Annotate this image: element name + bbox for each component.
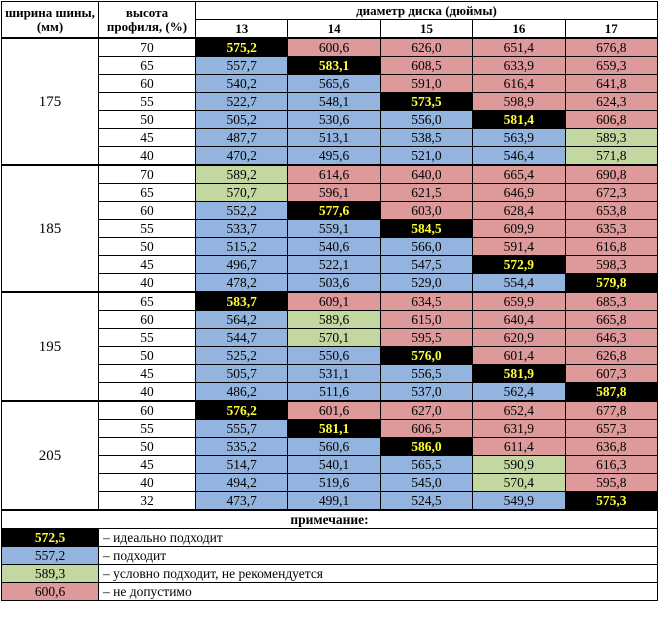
diameter-value-cell: 598,9: [473, 93, 565, 111]
diameter-value-cell: 570,4: [473, 474, 565, 492]
diameter-value-cell: 487,7: [196, 129, 288, 147]
note-row: [2, 510, 658, 529]
diameter-value-cell: 583,1: [288, 57, 380, 75]
diameter-value-cell: 636,8: [565, 438, 657, 456]
tire-width-cell: 185: [2, 165, 99, 292]
diameter-value-cell: 659,9: [473, 292, 565, 311]
profile-cell: 60: [99, 75, 196, 93]
legend-row: [2, 565, 658, 583]
diameter-value-cell: 540,1: [288, 456, 380, 474]
diameter-value-cell: 573,5: [380, 93, 472, 111]
table-row: [2, 365, 658, 383]
profile-cell: 32: [99, 492, 196, 511]
diameter-value-cell: 575,2: [196, 38, 288, 57]
diameter-value-cell: 486,2: [196, 383, 288, 402]
diameter-value-cell: 626,0: [380, 38, 472, 57]
diameter-value-cell: 595,8: [565, 474, 657, 492]
diameter-value-cell: 511,6: [288, 383, 380, 402]
table-row: [2, 184, 658, 202]
diameter-col-header: 17: [565, 20, 657, 39]
diameter-value-cell: 550,6: [288, 347, 380, 365]
profile-header: высота профиля, (%): [99, 2, 196, 39]
table-row: [2, 220, 658, 238]
diameter-value-cell: 560,6: [288, 438, 380, 456]
diameter-value-cell: 626,8: [565, 347, 657, 365]
diameter-value-cell: 519,6: [288, 474, 380, 492]
diameter-value-cell: 531,1: [288, 365, 380, 383]
profile-cell: 50: [99, 347, 196, 365]
legend-text: – не допустимо: [99, 583, 658, 601]
profile-cell: 55: [99, 329, 196, 347]
diameter-value-cell: 525,2: [196, 347, 288, 365]
diameter-value-cell: 646,9: [473, 184, 565, 202]
diameter-value-cell: 548,1: [288, 93, 380, 111]
diameter-value-cell: 685,3: [565, 292, 657, 311]
table-row: [2, 456, 658, 474]
note-title: примечание:: [2, 510, 658, 529]
profile-cell: 45: [99, 129, 196, 147]
diameter-value-cell: 677,8: [565, 401, 657, 420]
diameter-value-cell: 524,5: [380, 492, 472, 511]
profile-cell: 40: [99, 147, 196, 166]
diameter-value-cell: 540,6: [288, 238, 380, 256]
diameter-value-cell: 547,5: [380, 256, 472, 274]
diameter-value-cell: 608,5: [380, 57, 472, 75]
diameter-value-cell: 624,3: [565, 93, 657, 111]
tire-width-cell: 205: [2, 401, 99, 510]
table-row: [2, 111, 658, 129]
diameter-value-cell: 494,2: [196, 474, 288, 492]
diameter-value-cell: 579,8: [565, 274, 657, 293]
diameter-value-cell: 651,4: [473, 38, 565, 57]
diameter-value-cell: 595,5: [380, 329, 472, 347]
diameter-value-cell: 499,1: [288, 492, 380, 511]
diameter-value-cell: 581,9: [473, 365, 565, 383]
diameter-value-cell: 590,9: [473, 456, 565, 474]
diameter-value-cell: 564,2: [196, 311, 288, 329]
diameter-value-cell: 589,6: [288, 311, 380, 329]
table-row: [2, 474, 658, 492]
profile-cell: 50: [99, 438, 196, 456]
diameter-col-header: 13: [196, 20, 288, 39]
diameter-value-cell: 640,4: [473, 311, 565, 329]
diameter-col-header: 15: [380, 20, 472, 39]
table-row: [2, 202, 658, 220]
table-row: [2, 147, 658, 166]
legend-swatch: 557,2: [2, 547, 99, 565]
diameter-value-cell: 657,3: [565, 420, 657, 438]
diameter-value-cell: 572,9: [473, 256, 565, 274]
profile-cell: 65: [99, 184, 196, 202]
diameter-value-cell: 570,7: [196, 184, 288, 202]
profile-cell: 55: [99, 93, 196, 111]
diameter-value-cell: 603,0: [380, 202, 472, 220]
diameter-value-cell: 538,5: [380, 129, 472, 147]
profile-cell: 60: [99, 311, 196, 329]
profile-cell: 40: [99, 383, 196, 402]
diameter-value-cell: 659,3: [565, 57, 657, 75]
diameter-value-cell: 631,9: [473, 420, 565, 438]
diameter-value-cell: 598,3: [565, 256, 657, 274]
diameter-value-cell: 535,2: [196, 438, 288, 456]
diameter-value-cell: 559,1: [288, 220, 380, 238]
diameter-value-cell: 576,0: [380, 347, 472, 365]
profile-cell: 55: [99, 220, 196, 238]
diameter-value-cell: 589,3: [565, 129, 657, 147]
diameter-value-cell: 589,2: [196, 165, 288, 184]
diameter-value-cell: 545,0: [380, 474, 472, 492]
diameter-col-header: 14: [288, 20, 380, 39]
diameter-value-cell: 566,0: [380, 238, 472, 256]
diameter-value-cell: 556,0: [380, 111, 472, 129]
diameter-value-cell: 514,7: [196, 456, 288, 474]
table-row: [2, 274, 658, 293]
diameter-value-cell: 552,2: [196, 202, 288, 220]
table-row: [2, 401, 658, 420]
profile-cell: 45: [99, 256, 196, 274]
diameter-value-cell: 533,7: [196, 220, 288, 238]
diameter-value-cell: 503,6: [288, 274, 380, 293]
diameter-value-cell: 615,0: [380, 311, 472, 329]
diameter-value-cell: 601,6: [288, 401, 380, 420]
diameter-value-cell: 607,3: [565, 365, 657, 383]
diameter-value-cell: 641,8: [565, 75, 657, 93]
profile-cell: 70: [99, 38, 196, 57]
diameter-value-cell: 620,9: [473, 329, 565, 347]
table-row: [2, 420, 658, 438]
diameter-value-cell: 522,7: [196, 93, 288, 111]
table-row: [2, 238, 658, 256]
diameter-value-cell: 549,9: [473, 492, 565, 511]
profile-cell: 40: [99, 274, 196, 293]
diameter-value-cell: 576,2: [196, 401, 288, 420]
diameter-value-cell: 640,0: [380, 165, 472, 184]
profile-cell: 60: [99, 401, 196, 420]
diameter-header: диаметр диска (дюймы): [196, 2, 658, 20]
diameter-value-cell: 540,2: [196, 75, 288, 93]
diameter-value-cell: 616,3: [565, 456, 657, 474]
diameter-value-cell: 521,0: [380, 147, 472, 166]
diameter-value-cell: 609,1: [288, 292, 380, 311]
profile-cell: 50: [99, 238, 196, 256]
diameter-value-cell: 565,6: [288, 75, 380, 93]
diameter-value-cell: 635,3: [565, 220, 657, 238]
diameter-value-cell: 570,1: [288, 329, 380, 347]
table-row: [2, 383, 658, 402]
legend-text: – условно подходит, не рекомендуется: [99, 565, 658, 583]
diameter-value-cell: 546,4: [473, 147, 565, 166]
profile-cell: 40: [99, 474, 196, 492]
table-row: [2, 256, 658, 274]
table-row: [2, 129, 658, 147]
diameter-value-cell: 575,3: [565, 492, 657, 511]
table-row: [2, 292, 658, 311]
diameter-value-cell: 522,1: [288, 256, 380, 274]
table-body: [2, 2, 658, 601]
diameter-value-cell: 537,0: [380, 383, 472, 402]
profile-cell: 50: [99, 111, 196, 129]
diameter-value-cell: 470,2: [196, 147, 288, 166]
legend-swatch: 600,6: [2, 583, 99, 601]
tire-width-cell: 195: [2, 292, 99, 401]
diameter-value-cell: 581,4: [473, 111, 565, 129]
diameter-value-cell: 596,1: [288, 184, 380, 202]
diameter-value-cell: 495,6: [288, 147, 380, 166]
profile-cell: 45: [99, 365, 196, 383]
diameter-value-cell: 565,5: [380, 456, 472, 474]
diameter-value-cell: 496,7: [196, 256, 288, 274]
diameter-value-cell: 583,7: [196, 292, 288, 311]
diameter-value-cell: 505,7: [196, 365, 288, 383]
table-row: [2, 57, 658, 75]
table-row: [2, 93, 658, 111]
table-row: [2, 438, 658, 456]
diameter-value-cell: 557,7: [196, 57, 288, 75]
diameter-value-cell: 646,3: [565, 329, 657, 347]
profile-cell: 55: [99, 420, 196, 438]
tire-size-table: [1, 1, 658, 601]
tire-width-cell: 175: [2, 38, 99, 165]
diameter-value-cell: 591,0: [380, 75, 472, 93]
diameter-value-cell: 586,0: [380, 438, 472, 456]
diameter-value-cell: 554,4: [473, 274, 565, 293]
table-row: [2, 311, 658, 329]
diameter-value-cell: 652,4: [473, 401, 565, 420]
diameter-value-cell: 611,4: [473, 438, 565, 456]
diameter-value-cell: 606,8: [565, 111, 657, 129]
diameter-value-cell: 529,0: [380, 274, 472, 293]
profile-cell: 70: [99, 165, 196, 184]
diameter-value-cell: 562,4: [473, 383, 565, 402]
diameter-value-cell: 571,8: [565, 147, 657, 166]
table-row: [2, 347, 658, 365]
diameter-value-cell: 665,8: [565, 311, 657, 329]
diameter-value-cell: 627,0: [380, 401, 472, 420]
diameter-value-cell: 563,9: [473, 129, 565, 147]
legend-swatch: 589,3: [2, 565, 99, 583]
diameter-value-cell: 690,8: [565, 165, 657, 184]
diameter-value-cell: 513,1: [288, 129, 380, 147]
diameter-value-cell: 591,4: [473, 238, 565, 256]
diameter-value-cell: 676,8: [565, 38, 657, 57]
legend-text: – идеально подходит: [99, 529, 658, 547]
diameter-value-cell: 633,9: [473, 57, 565, 75]
table-row: [2, 329, 658, 347]
diameter-value-cell: 478,2: [196, 274, 288, 293]
diameter-value-cell: 544,7: [196, 329, 288, 347]
profile-cell: 45: [99, 456, 196, 474]
diameter-value-cell: 628,4: [473, 202, 565, 220]
legend-text: – подходит: [99, 547, 658, 565]
diameter-value-cell: 530,6: [288, 111, 380, 129]
profile-cell: 65: [99, 292, 196, 311]
diameter-value-cell: 616,4: [473, 75, 565, 93]
profile-cell: 60: [99, 202, 196, 220]
diameter-value-cell: 600,6: [288, 38, 380, 57]
table-row: [2, 492, 658, 511]
diameter-value-cell: 609,9: [473, 220, 565, 238]
diameter-value-cell: 653,8: [565, 202, 657, 220]
diameter-value-cell: 473,7: [196, 492, 288, 511]
diameter-value-cell: 587,8: [565, 383, 657, 402]
diameter-value-cell: 665,4: [473, 165, 565, 184]
legend-swatch: 572,5: [2, 529, 99, 547]
table-row: [2, 38, 658, 57]
diameter-value-cell: 621,5: [380, 184, 472, 202]
diameter-value-cell: 577,6: [288, 202, 380, 220]
width-header: ширина шины, (мм): [2, 2, 99, 39]
diameter-value-cell: 616,8: [565, 238, 657, 256]
diameter-col-header: 16: [473, 20, 565, 39]
diameter-value-cell: 515,2: [196, 238, 288, 256]
legend-row: [2, 547, 658, 565]
diameter-value-cell: 555,7: [196, 420, 288, 438]
diameter-value-cell: 581,1: [288, 420, 380, 438]
diameter-value-cell: 634,5: [380, 292, 472, 311]
legend-row: [2, 583, 658, 601]
diameter-value-cell: 601,4: [473, 347, 565, 365]
legend-row: [2, 529, 658, 547]
diameter-value-cell: 606,5: [380, 420, 472, 438]
diameter-value-cell: 672,3: [565, 184, 657, 202]
diameter-value-cell: 556,5: [380, 365, 472, 383]
diameter-value-cell: 614,6: [288, 165, 380, 184]
table-row: [2, 165, 658, 184]
header-row-1: [2, 2, 658, 20]
table-row: [2, 75, 658, 93]
diameter-value-cell: 505,2: [196, 111, 288, 129]
diameter-value-cell: 584,5: [380, 220, 472, 238]
profile-cell: 65: [99, 57, 196, 75]
